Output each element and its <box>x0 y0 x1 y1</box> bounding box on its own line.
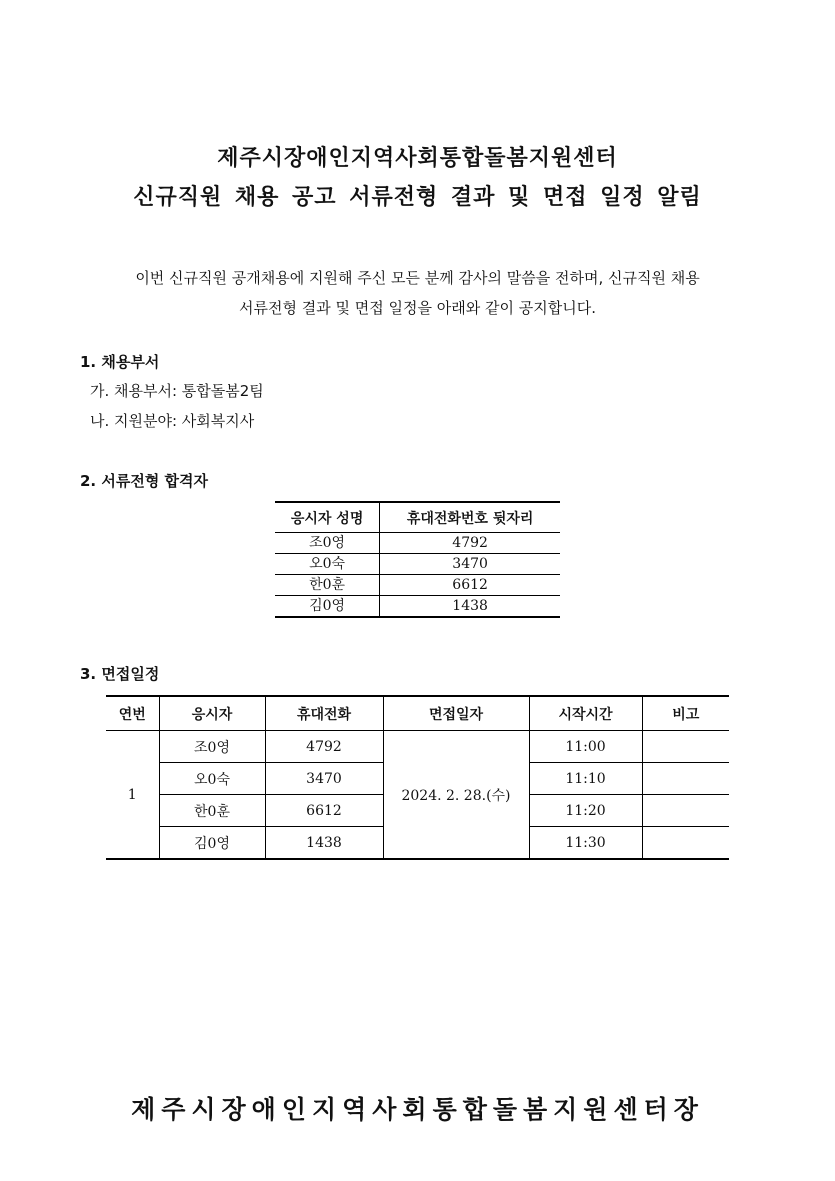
applicant-name: 오0숙 <box>159 763 265 795</box>
pass-table-header-row <box>275 502 560 533</box>
document-subtitle: 신규직원 채용 공고 서류전형 결과 및 면접 일정 알림 <box>133 185 702 210</box>
pass-header-name: 응시자 성명 <box>275 502 380 533</box>
table-row <box>275 554 560 575</box>
applicant-name: 한0훈 <box>159 795 265 827</box>
group-number: 1 <box>106 731 159 860</box>
interview-date: 2024. 2. 28.(수) <box>383 731 529 860</box>
header-note: 비고 <box>642 696 729 731</box>
applicant-name: 김0영 <box>159 827 265 860</box>
start-time: 11:10 <box>529 763 642 795</box>
intro-line-1: 이번 신규직원 공개채용에 지원해 주신 모든 분께 감사의 말씀을 전하며, 신규직원 채용 <box>135 269 700 287</box>
applicant-name: 한0훈 <box>275 575 380 596</box>
table-row <box>275 575 560 596</box>
issuer-signature-line: 제주시장애인지역사회통합돌봄지원센터장 <box>131 1095 704 1124</box>
note <box>642 795 729 827</box>
header-start-time: 시작시간 <box>529 696 642 731</box>
header-phone: 휴대전화 <box>265 696 383 731</box>
phone-suffix: 6612 <box>380 575 560 596</box>
phone-suffix: 3470 <box>265 763 383 795</box>
department-item: 가. 채용부서: 통합돌봄2팀 <box>90 382 264 400</box>
pass-table <box>275 501 560 618</box>
phone-suffix: 3470 <box>380 554 560 575</box>
applicant-name: 조0영 <box>159 731 265 763</box>
applicant-name: 오0숙 <box>275 554 380 575</box>
phone-suffix: 1438 <box>265 827 383 860</box>
section-1-heading: 1. 채용부서 <box>80 353 160 371</box>
header-number: 연번 <box>106 696 159 731</box>
applicant-name: 김0영 <box>309 598 346 614</box>
intro-paragraph <box>0 263 835 323</box>
phone-suffix: 4792 <box>265 731 383 763</box>
header-date: 면접일자 <box>383 696 529 731</box>
header-applicant: 응시자 <box>159 696 265 731</box>
start-time: 11:20 <box>529 795 642 827</box>
phone-suffix: 1438 <box>380 596 560 618</box>
table-row <box>275 533 560 554</box>
section-3-heading: 3. 면접일정 <box>80 665 160 683</box>
document-title: 제주시장애인지역사회통합돌봄지원센터 <box>217 146 618 171</box>
applicant-name: 조0영 <box>275 533 380 554</box>
note <box>642 731 729 763</box>
table-row <box>275 596 560 618</box>
note <box>642 763 729 795</box>
note <box>642 827 729 860</box>
table-row <box>106 731 729 763</box>
section-2-heading: 2. 서류전형 합격자 <box>80 472 209 490</box>
pass-header-phone: 휴대전화번호 뒷자리 <box>380 502 560 533</box>
start-time: 11:00 <box>529 731 642 763</box>
start-time: 11:30 <box>529 827 642 860</box>
intro-line-2: 서류전형 결과 및 면접 일정을 아래와 같이 공지합니다. <box>239 299 596 317</box>
phone-suffix: 4792 <box>380 533 560 554</box>
field-item: 나. 지원분야: 사회복지사 <box>90 412 255 430</box>
interview-table <box>106 695 729 860</box>
phone-suffix: 6612 <box>265 795 383 827</box>
interview-table-header-row <box>106 696 729 731</box>
